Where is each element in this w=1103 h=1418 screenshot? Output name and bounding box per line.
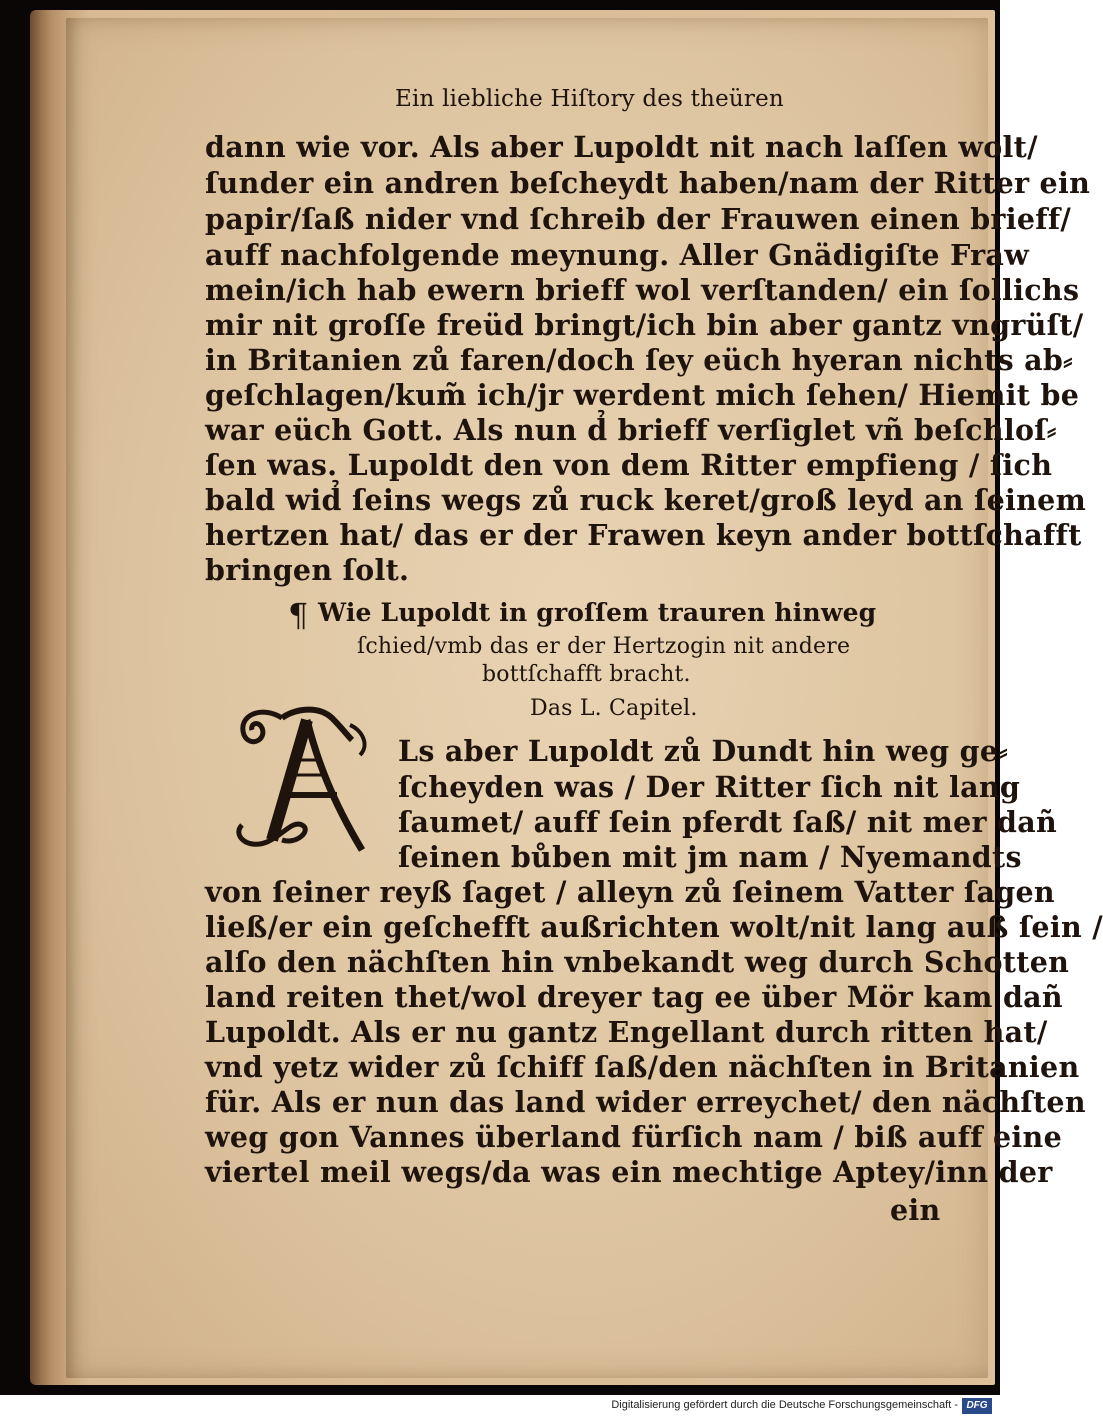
chapter-line: land reiten thet/wol dreyer tag ee über Mör kam dañ [205,980,1063,1014]
body-line: dann wie vor. Als aber Lupoldt nit nach laſſen wolt/ [205,130,1038,164]
body-line: auff nachfolgende meynung. Aller Gnädigiſte Fraw [205,238,1030,272]
funding-notice: Digitalisierung gefördert durch die Deutsche Forschungsgemeinschaft - [611,1399,958,1411]
body-line: bald wid̉ ſeins wegs zů ruck keret/groß leyd an ſeinem [205,483,1087,517]
digitization-footer [0,1395,1000,1418]
decorated-initial-a-icon [222,700,382,860]
running-head: Ein liebliche Hiſtory des theüren [395,86,784,112]
body-line: war eüch Gott. Als nun d̉ brieff verſiglet vñ beſchloſ⸗ [205,413,1057,447]
body-line: in Britanien zů faren/doch ſey eüch hyeran nichts ab⸗ [205,343,1073,377]
dfg-logo-icon: DFG [962,1398,992,1414]
body-line: papir/ſaß nider vnd ſchreib der Frauwen einen brieff/ [205,202,1072,236]
chapter-line: ſcheyden was / Der Ritter ſich nit lang [398,770,1021,804]
chapter-line: ſaumet/ auff ſein pferdt ſaß/ nit mer dañ [398,805,1058,839]
body-line: bringen ſolt. [205,553,410,587]
body-line: ſen was. Lupoldt den von dem Ritter empfieng / ſich [205,448,1053,482]
chapter-line: Lupoldt. Als er nu gantz Engellant durch ritten hat/ [205,1015,1048,1049]
chapter-number: Das L. Capitel. [530,696,698,721]
chapter-line: ſeinen bůben mit jm nam / Nyemandts [398,840,1022,874]
chapter-line: viertel meil wegs/da was ein mechtige Aptey/inn der [205,1155,1053,1189]
chapter-heading-line: bottſchafft bracht. [482,662,691,687]
chapter-line: alſo den nächſten hin vnbekandt weg durch Schotten [205,945,1070,979]
chapter-heading-line: Wie Lupoldt in groſſem trauren hinweg [318,598,877,627]
chapter-line: Ls aber Lupoldt zů Dundt hin weg ge⸗ [398,734,1009,768]
body-line: geſchlagen/kum̃ ich/jr werdent mich ſehen/ Hiemit be [205,378,1080,412]
chapter-heading-line: ſchied/vmb das er der Hertzogin nit andere [357,634,851,659]
chapter-line: weg gon Vannes überland fürſich nam / biß auff eine [205,1120,1063,1154]
body-line: mein/ich hab ewern brieff wol verſtanden/ ein ſollichs [205,273,1080,307]
paragraph-mark-icon: ¶ [288,596,309,634]
chapter-line: für. Als er nun das land wider erreychet/ den nächſten [205,1085,1086,1119]
chapter-line: vnd yetz wider zů ſchiff ſaß/den nächſten in Britanien [205,1050,1080,1084]
body-line: mir nit groſſe freüd bringt/ich bin aber gantz vngrüſt/ [205,308,1084,342]
body-line: hertzen hat/ das er der Frawen keyn ander bottſchafft [205,518,1082,552]
chapter-line: ließ/er ein geſchefft außrichten wolt/nit lang auß ſein / [205,910,1103,944]
catchword: ein [890,1193,941,1227]
chapter-line: von ſeiner reyß ſaget / alleyn zů ſeinem Vatter ſagen [205,875,1055,909]
body-line: ſunder ein andren beſcheydt haben/nam der Ritter ein [205,166,1091,200]
